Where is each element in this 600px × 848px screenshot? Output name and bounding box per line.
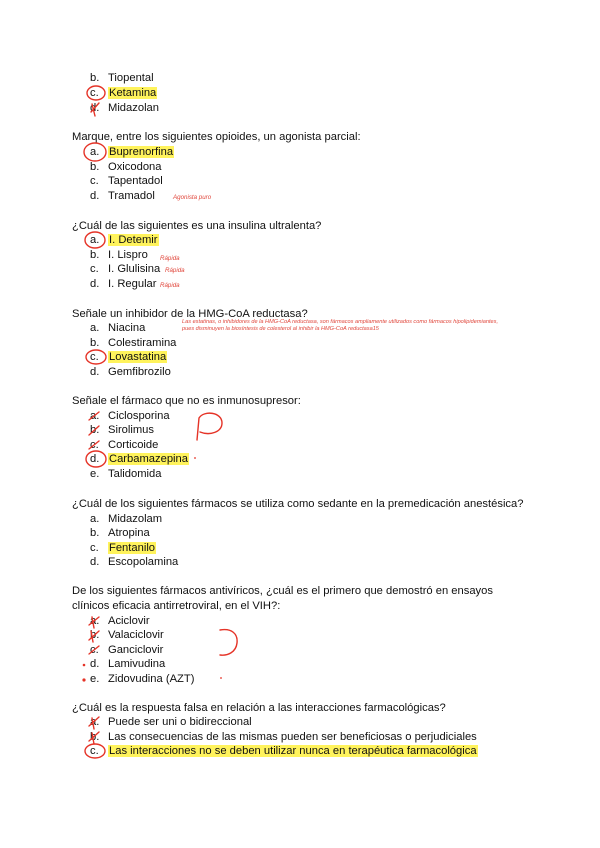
question-prompt: De los siguientes fármacos antivíricos, ¿cuál es el primero que demostró en ensayos: [72, 585, 493, 597]
option-text-highlighted: I. Detemir: [109, 234, 158, 246]
ink-dot: [194, 457, 196, 459]
option-text: Midazolan: [108, 102, 159, 114]
option-letter: e.: [90, 673, 100, 685]
option-letter: c.: [90, 439, 99, 451]
handwritten-note: Rápida: [165, 267, 185, 274]
handwritten-p-mark: [197, 413, 222, 440]
option-letter: d.: [90, 102, 100, 114]
option-letter: b.: [90, 72, 100, 84]
option-text-highlighted: Ketamina: [109, 87, 157, 99]
option-text: Oxicodona: [108, 161, 162, 173]
option-letter: b.: [90, 161, 100, 173]
handwritten-note: Rápida: [160, 255, 180, 262]
handwritten-note-line-1: Las estatinas, o inhibidores de la HMG-CoA reductasa, son fármacos ampliamente utilizados como fármacos hipolipidemiantes,: [182, 319, 498, 325]
question-prompt: Señale un inhibidor de la HMG-CoA reductasa?: [72, 308, 308, 320]
option-letter: d.: [90, 453, 100, 465]
option-text: Puede ser uni o bidireccional: [108, 716, 252, 728]
option-letter: d.: [90, 556, 100, 568]
question-prompt-line-2: clínicos eficacia antirretroviral, en el VIH?:: [72, 600, 281, 612]
option-text: Las consecuencias de las mismas pueden ser beneficiosas o perjudiciales: [108, 731, 477, 743]
option-text: I. Lispro: [108, 249, 148, 261]
question-prompt: Señale el fármaco que no es inmunosupresor:: [72, 395, 301, 407]
option-letter: a.: [90, 615, 100, 627]
ink-dot: [82, 678, 85, 681]
option-letter: a.: [90, 410, 100, 422]
option-letter: c.: [90, 745, 99, 757]
option-letter: d.: [90, 366, 100, 378]
option-letter: d.: [90, 278, 100, 290]
option-letter: a.: [90, 234, 100, 246]
question-prompt: ¿Cuál de los siguientes fármacos se utiliza como sedante en la premedicación anestésica?: [72, 498, 524, 510]
option-text: Tramadol: [108, 190, 155, 202]
option-text-highlighted: Las interacciones no se deben utilizar nunca en terapéutica farmacológica: [109, 745, 477, 757]
handwritten-note: Rápida: [160, 282, 180, 289]
option-letter: c.: [90, 351, 99, 363]
option-text: Zidovudina (AZT): [108, 673, 195, 685]
option-letter: c.: [90, 263, 99, 275]
option-letter: c.: [90, 542, 99, 554]
option-text-highlighted: Carbamazepina: [109, 453, 188, 465]
option-text: Talidomida: [108, 468, 162, 480]
option-letter: b.: [90, 249, 100, 261]
handwritten-note: Agonista puro: [173, 194, 212, 201]
option-letter: d.: [90, 190, 100, 202]
option-letter: b.: [90, 527, 100, 539]
handwritten-note-line-2: pues disminuyen la biosíntesis de colesterol al inhibir la HMG-CoA reductasa15: [182, 326, 379, 332]
option-text: Lamivudina: [108, 658, 166, 670]
ink-dot: [83, 664, 86, 667]
option-letter: c.: [90, 644, 99, 656]
option-letter: e.: [90, 468, 100, 480]
option-text: I. Regular: [108, 278, 157, 290]
option-letter: c.: [90, 175, 99, 187]
option-text: Escopolamina: [108, 556, 179, 568]
handwritten-bracket-mark: [220, 630, 237, 656]
option-text: Ciclosporina: [108, 410, 170, 422]
option-text: Niacina: [108, 322, 146, 334]
option-text-highlighted: Fentanilo: [109, 542, 156, 554]
option-text: Atropina: [108, 527, 150, 539]
option-letter: a.: [90, 146, 100, 158]
option-text-highlighted: Buprenorfina: [109, 146, 174, 158]
option-letter: c.: [90, 87, 99, 99]
option-text: Colestiramina: [108, 337, 177, 349]
option-text-highlighted: Lovastatina: [109, 351, 167, 363]
option-text: Sirolimus: [108, 424, 155, 436]
option-letter: a.: [90, 716, 100, 728]
option-text: Tiopental: [108, 72, 154, 84]
option-letter: b.: [90, 337, 100, 349]
option-text: Valaciclovir: [108, 629, 164, 641]
option-text: I. Glulisina: [108, 263, 161, 275]
question-prompt: ¿Cuál es la respuesta falsa en relación a las interacciones farmacológicas?: [72, 702, 446, 714]
option-text: Aciclovir: [108, 615, 150, 627]
option-letter: b.: [90, 629, 100, 641]
option-text: Gemfibrozilo: [108, 366, 171, 378]
option-text: Midazolam: [108, 513, 163, 525]
option-letter: a.: [90, 322, 100, 334]
option-text: Ganciclovir: [108, 644, 164, 656]
option-text: Corticoide: [108, 439, 159, 451]
option-letter: a.: [90, 513, 100, 525]
question-prompt: Marque, entre los siguientes opioides, un agonista parcial:: [72, 131, 361, 143]
option-letter: d.: [90, 658, 100, 670]
option-letter: b.: [90, 424, 100, 436]
option-text: Tapentadol: [108, 175, 163, 187]
option-letter: b.: [90, 731, 100, 743]
question-prompt: ¿Cuál de las siguientes es una insulina ultralenta?: [72, 220, 322, 232]
ink-dot: [220, 677, 222, 679]
